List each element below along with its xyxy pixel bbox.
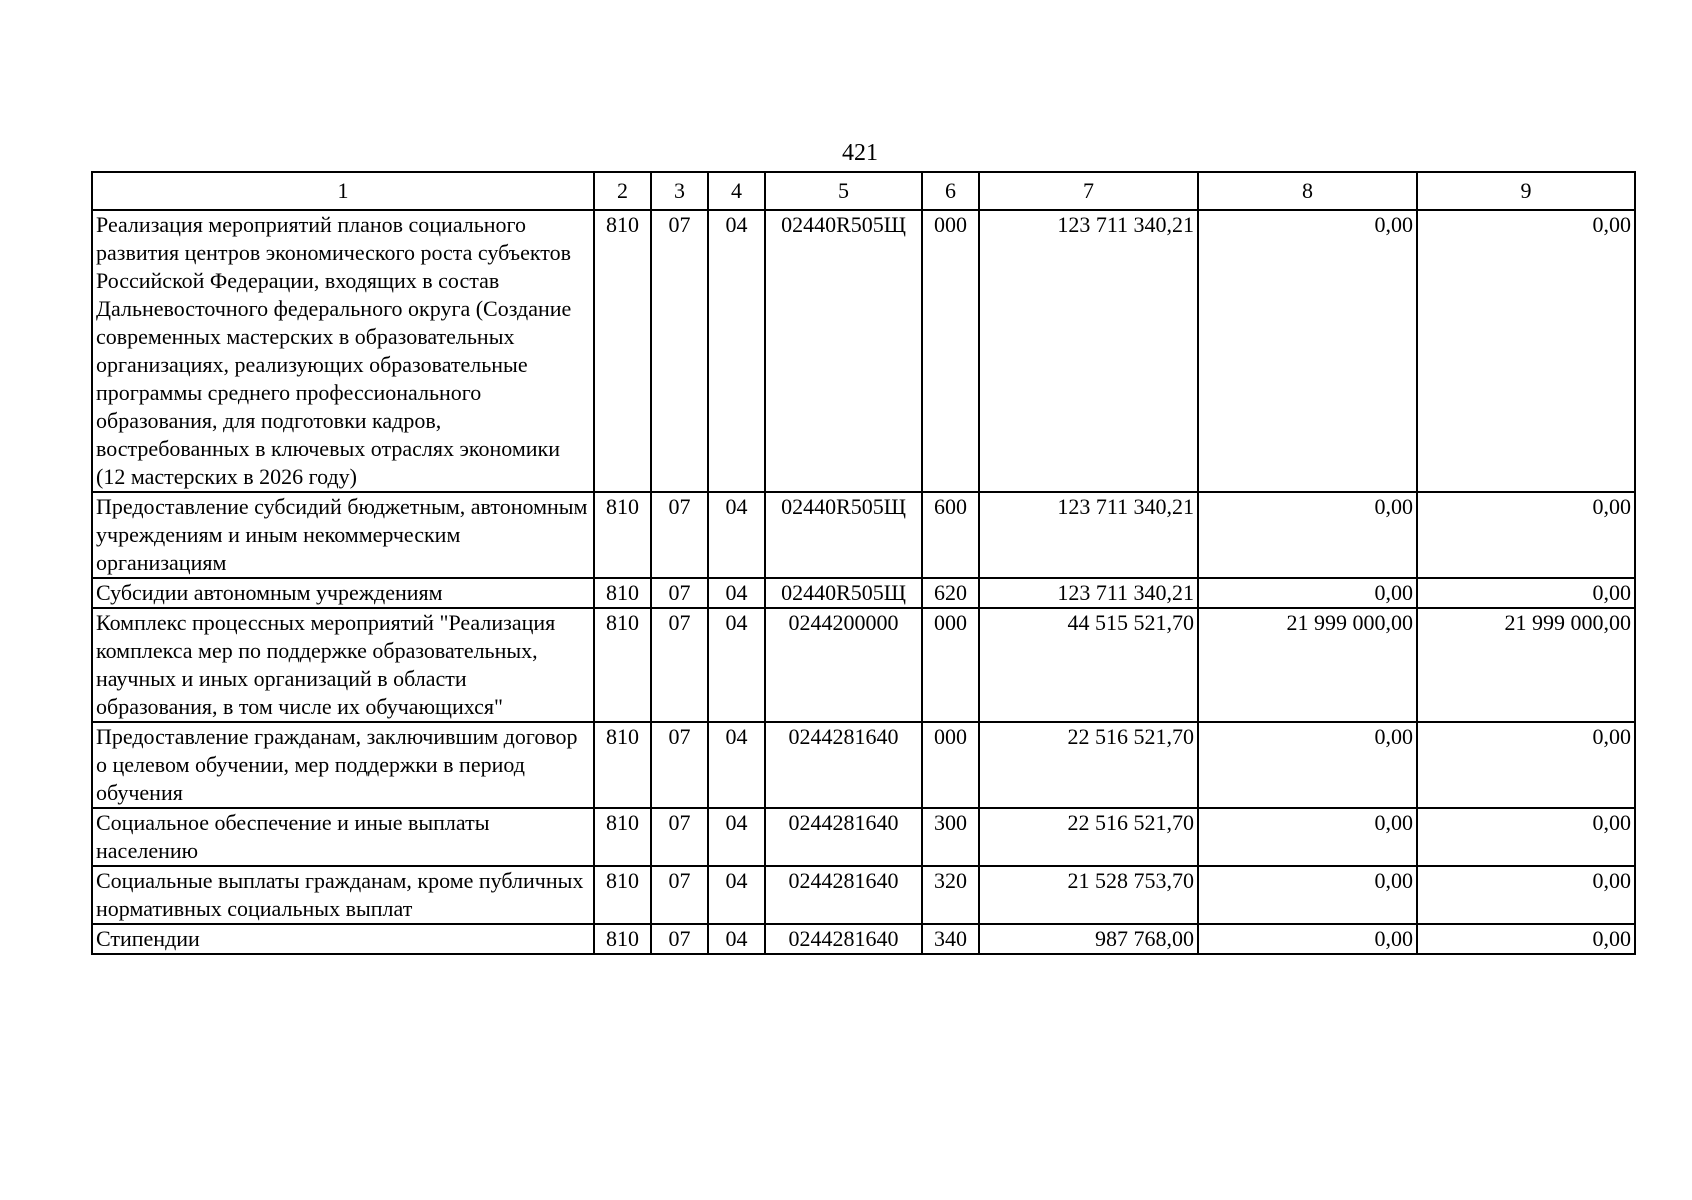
cell-col-3: 07: [651, 866, 708, 924]
cell-col-8: 0,00: [1198, 578, 1417, 608]
cell-col-3: 07: [651, 492, 708, 578]
cell-col-7: 44 515 521,70: [979, 608, 1198, 722]
table-row: [92, 866, 1635, 924]
cell-col-9: 0,00: [1417, 722, 1635, 808]
row-name: Реализация мероприятий планов социального развития центров экономического роста субъектов Российской Федерации, входящих в состав Дальневосточного федерального округа (Создание современных мастерских в образовательных организациях, реализующих образовательные программы среднего профессионального образования, для подготовки кадров, востребованных в ключевых отраслях экономики (12 мастерских в 2026 году): [92, 210, 594, 492]
cell-col-2: 810: [594, 608, 651, 722]
cell-col-3: 07: [651, 808, 708, 866]
cell-col-6: 320: [922, 866, 979, 924]
cell-col-9: 0,00: [1417, 210, 1635, 492]
cell-col-7: 123 711 340,21: [979, 492, 1198, 578]
cell-col-6: 000: [922, 210, 979, 492]
column-header: 4: [708, 172, 765, 210]
cell-col-4: 04: [708, 808, 765, 866]
table-row: [92, 608, 1635, 722]
table-header-row: [92, 172, 1635, 210]
cell-col-4: 04: [708, 210, 765, 492]
cell-col-8: 21 999 000,00: [1198, 608, 1417, 722]
column-header: 5: [765, 172, 922, 210]
cell-col-9: 0,00: [1417, 866, 1635, 924]
cell-col-6: 620: [922, 578, 979, 608]
cell-col-9: 0,00: [1417, 578, 1635, 608]
cell-col-2: 810: [594, 492, 651, 578]
column-header: 3: [651, 172, 708, 210]
cell-col-7: 22 516 521,70: [979, 808, 1198, 866]
cell-col-4: 04: [708, 722, 765, 808]
table-row: [92, 210, 1635, 492]
table-row: [92, 722, 1635, 808]
column-header: 9: [1417, 172, 1635, 210]
cell-col-6: 000: [922, 608, 979, 722]
cell-col-7: 22 516 521,70: [979, 722, 1198, 808]
cell-col-4: 04: [708, 578, 765, 608]
cell-col-5: 0244281640: [765, 808, 922, 866]
cell-col-4: 04: [708, 492, 765, 578]
table-row: [92, 492, 1635, 578]
row-name: Стипендии: [92, 924, 594, 954]
cell-col-5: 0244281640: [765, 924, 922, 954]
cell-col-5: 0244281640: [765, 722, 922, 808]
column-header: 7: [979, 172, 1198, 210]
cell-col-7: 21 528 753,70: [979, 866, 1198, 924]
cell-col-5: 0244281640: [765, 866, 922, 924]
column-header: 2: [594, 172, 651, 210]
cell-col-5: 0244200000: [765, 608, 922, 722]
cell-col-8: 0,00: [1198, 924, 1417, 954]
column-header: 8: [1198, 172, 1417, 210]
column-header: 6: [922, 172, 979, 210]
cell-col-2: 810: [594, 578, 651, 608]
cell-col-4: 04: [708, 866, 765, 924]
cell-col-8: 0,00: [1198, 492, 1417, 578]
row-name: Предоставление гражданам, заключившим договор о целевом обучении, мер поддержки в период обучения: [92, 722, 594, 808]
cell-col-9: 0,00: [1417, 808, 1635, 866]
table-row: [92, 578, 1635, 608]
cell-col-6: 000: [922, 722, 979, 808]
row-name: Социальные выплаты гражданам, кроме публичных нормативных социальных выплат: [92, 866, 594, 924]
cell-col-3: 07: [651, 578, 708, 608]
cell-col-3: 07: [651, 924, 708, 954]
cell-col-9: 21 999 000,00: [1417, 608, 1635, 722]
cell-col-8: 0,00: [1198, 808, 1417, 866]
cell-col-5: 02440R505Щ: [765, 578, 922, 608]
cell-col-3: 07: [651, 722, 708, 808]
column-header: 1: [92, 172, 594, 210]
row-name: Комплекс процессных мероприятий "Реализация комплекса мер по поддержке образовательных, научных и иных организаций в области образования, в том числе их обучающихся": [92, 608, 594, 722]
cell-col-8: 0,00: [1198, 866, 1417, 924]
row-name: Субсидии автономным учреждениям: [92, 578, 594, 608]
cell-col-8: 0,00: [1198, 722, 1417, 808]
cell-col-2: 810: [594, 808, 651, 866]
cell-col-3: 07: [651, 210, 708, 492]
cell-col-2: 810: [594, 210, 651, 492]
table-row: [92, 808, 1635, 866]
cell-col-9: 0,00: [1417, 492, 1635, 578]
cell-col-6: 340: [922, 924, 979, 954]
cell-col-8: 0,00: [1198, 210, 1417, 492]
cell-col-2: 810: [594, 924, 651, 954]
budget-table: [91, 171, 1636, 955]
cell-col-5: 02440R505Щ: [765, 492, 922, 578]
row-name: Предоставление субсидий бюджетным, автономным учреждениям и иным некоммерческим организациям: [92, 492, 594, 578]
cell-col-7: 123 711 340,21: [979, 578, 1198, 608]
row-name: Социальное обеспечение и иные выплаты населению: [92, 808, 594, 866]
cell-col-7: 123 711 340,21: [979, 210, 1198, 492]
cell-col-2: 810: [594, 722, 651, 808]
table-row: [92, 924, 1635, 954]
cell-col-4: 04: [708, 608, 765, 722]
cell-col-4: 04: [708, 924, 765, 954]
page-number: 421: [842, 140, 878, 166]
cell-col-7: 987 768,00: [979, 924, 1198, 954]
cell-col-6: 600: [922, 492, 979, 578]
cell-col-3: 07: [651, 608, 708, 722]
cell-col-9: 0,00: [1417, 924, 1635, 954]
cell-col-6: 300: [922, 808, 979, 866]
cell-col-5: 02440R505Щ: [765, 210, 922, 492]
cell-col-2: 810: [594, 866, 651, 924]
